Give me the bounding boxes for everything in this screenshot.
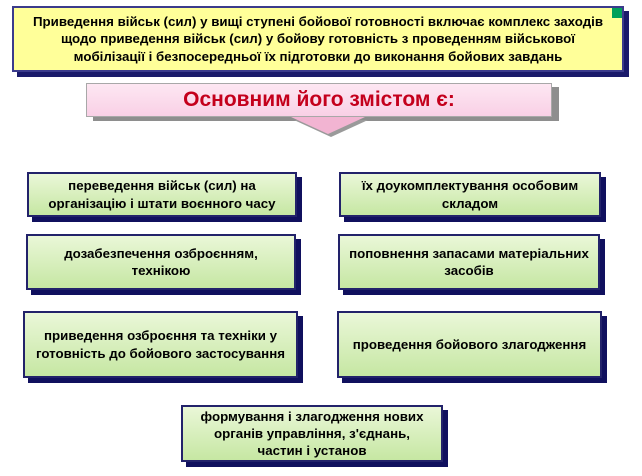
header-text: Приведення військ (сил) у вищі ступені бойової готовності включає комплекс заходів щодо приведення військ (сил) у бойову готовність з проведенням військової мобілізації і безпосередньої їх підготовки до виконання бойових завдань bbox=[32, 14, 604, 64]
content-item-3-text: дозабезпечення озброєнням, технікою bbox=[64, 245, 258, 278]
header-box bbox=[12, 6, 624, 72]
down-arrow-icon bbox=[291, 117, 365, 134]
content-item-2-text: їх доукомплектування особовим складом bbox=[361, 178, 579, 211]
content-item-1 bbox=[27, 172, 297, 217]
content-item-6 bbox=[337, 311, 602, 378]
content-item-5 bbox=[23, 311, 298, 378]
content-item-1-text: переведення військ (сил) на організацію і штати воєнного часу bbox=[48, 178, 276, 211]
content-item-4-text: поповнення запасами матеріальних засобів bbox=[349, 245, 589, 278]
content-item-4 bbox=[338, 234, 600, 290]
main-title-text: Основним його змістом є: bbox=[183, 87, 455, 111]
content-item-3 bbox=[26, 234, 296, 290]
content-item-5-text: приведення озброєння та техніки у готовність до бойового застосування bbox=[36, 328, 285, 361]
content-item-7 bbox=[181, 405, 443, 462]
content-item-7-text: формування і злагодження нових органів управління, з'єднань, частин і установ bbox=[200, 408, 424, 459]
content-item-6-text: проведення бойового злагодження bbox=[352, 336, 587, 352]
content-item-2 bbox=[339, 172, 601, 217]
main-title-banner bbox=[86, 83, 552, 117]
corner-marker bbox=[612, 8, 622, 18]
